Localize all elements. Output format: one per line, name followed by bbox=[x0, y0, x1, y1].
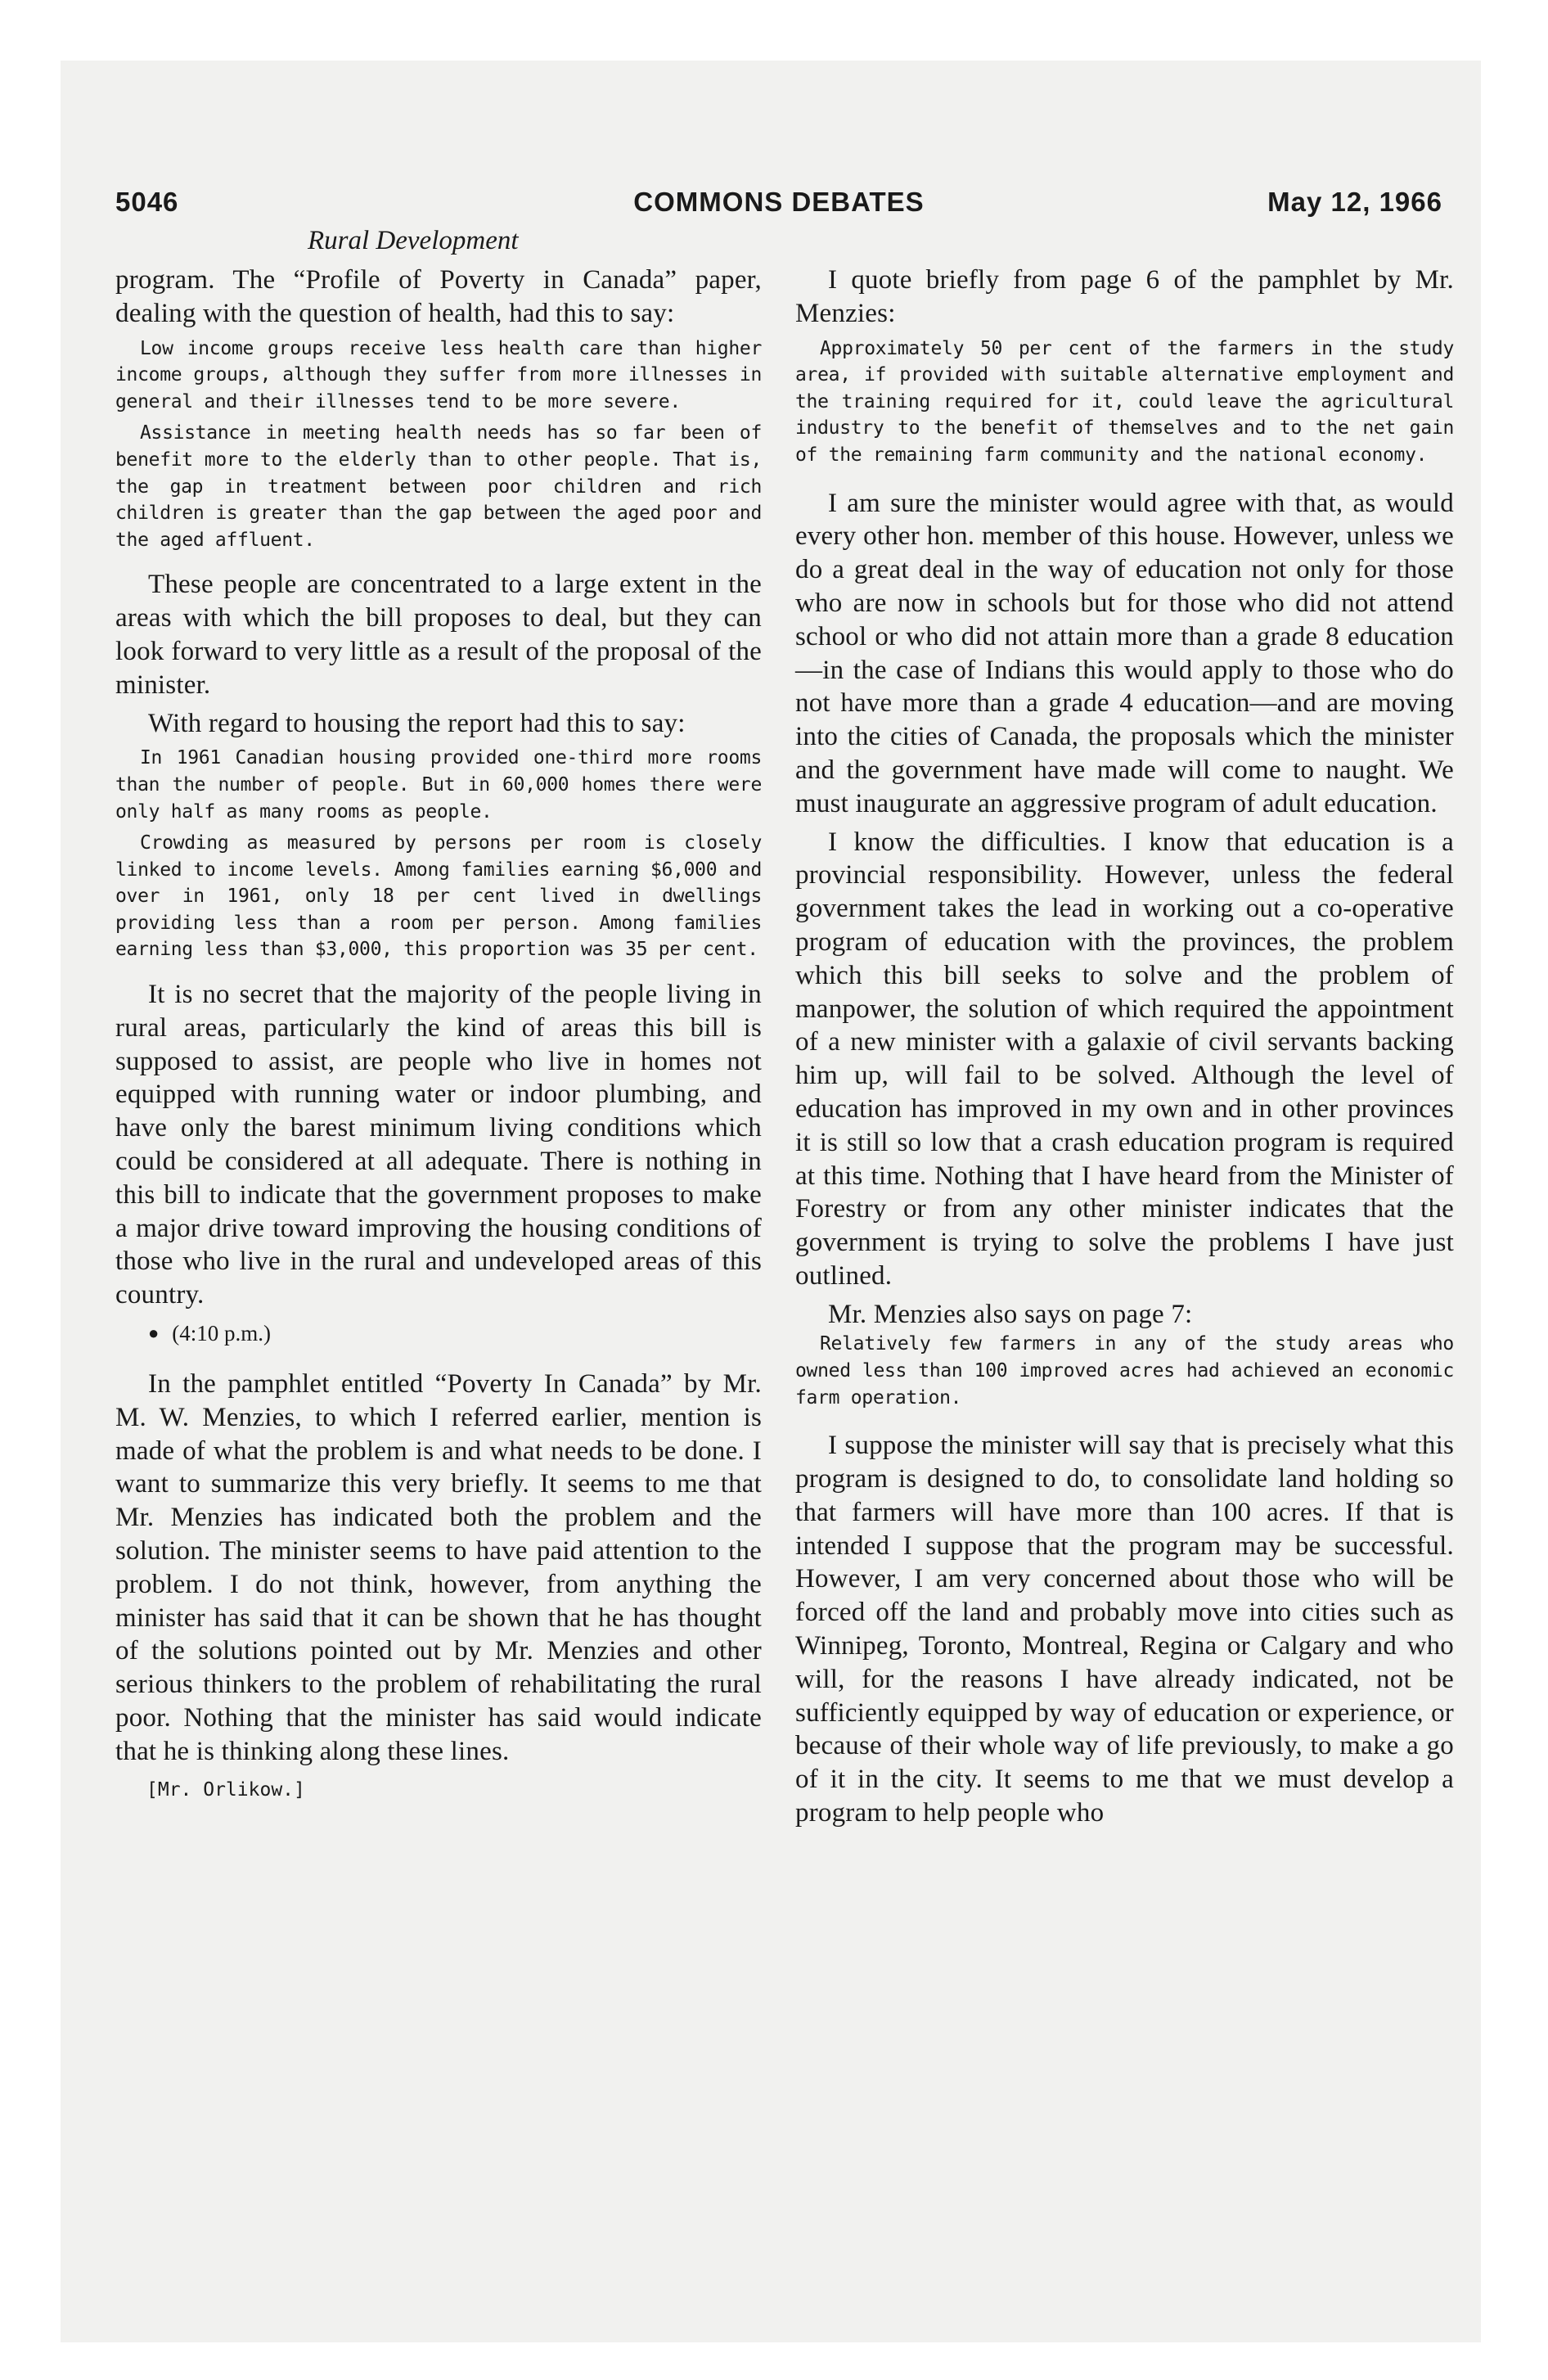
timestamp bbox=[115, 1317, 762, 1350]
publication-title: COMMONS DEBATES bbox=[633, 187, 925, 217]
quotation: In 1961 Canadian housing provided one-third more rooms than the number of people. But in 60,000 homes there were only half as many rooms as people. bbox=[115, 747, 762, 823]
paragraph: These people are concentrated to a large extent in the areas with which the bill proposes to deal, but they can look forward to very little as a result of the proposal of the minister. bbox=[115, 570, 762, 700]
paragraph: In the pamphlet entitled “Poverty In Canada” by Mr. M. W. Menzies, to which I referred earlier, mention is made of what the problem is and what needs to be done. I want to summarize this very briefly. It seems to me that Mr. Menzies has indicated both the problem and the solution. The minister seems to have paid attention to the problem. I do not think, however, from anything the minister has said that it can be shown that he has thought of the solutions pointed out by Mr. Menzies and other serious thinkers to the problem of rehabilitating the rural poor. Nothing that the minister has said would indicate that he is thinking along these lines. bbox=[115, 1369, 762, 1766]
quotation: Low income groups receive less health care than higher income groups, although they suffer from more illnesses in general and their illnesses tend to be more severe. bbox=[115, 337, 762, 412]
quotation: Crowding as measured by persons per room is closely linked to income levels. Among families earning $6,000 and over in 1961, only 18 per cent lived in dwellings providing less than a room per person. Among families earning less than $3,000, this proportion was 35 per cent. bbox=[115, 832, 762, 961]
left-column bbox=[115, 264, 762, 1806]
paragraph: Mr. Menzies also says on page 7: bbox=[828, 1299, 1193, 1329]
right-column bbox=[795, 264, 1454, 1830]
running-header bbox=[115, 187, 1442, 228]
timestamp-text: (4:10 p.m.) bbox=[172, 1321, 272, 1346]
speaker-attribution: [Mr. Orlikow.] bbox=[146, 1778, 305, 1801]
paragraph: I suppose the minister will say that is precisely what this program is designed to do, to consolidate land holding so that farmers will have more than 100 acres. If that is intended I suppose that the program may be successful. However, I am very concerned about those who will be forced off the land and probably move into cities such as Winnipeg, Toronto, Montreal, Regina or Calgary and who will, for the reasons I have already indicated, not be sufficiently equipped by way of education or experience, or because of their whole way of life previously, to make a go of it in the city. It seems to me that we must develop a program to help people who bbox=[795, 1431, 1454, 1828]
paragraph: It is no secret that the majority of the people living in rural areas, particularly the kind of areas this bill is supposed to assist, are people who live in homes not equipped with running water or indoor plumbing, and have only the barest minimum living conditions which could be considered at all adequate. There is nothing in this bill to indicate that the government proposes to make a major drive toward improving the housing conditions of those who live in the rural and undeveloped areas of this country. bbox=[115, 980, 762, 1310]
page-number: 5046 bbox=[115, 187, 179, 217]
quotation: Relatively few farmers in any of the study areas who owned less than 100 improved acres had achieved an economic farm operation. bbox=[795, 1333, 1454, 1409]
paragraph: I quote briefly from page 6 of the pamphlet by Mr. Menzies: bbox=[795, 265, 1454, 328]
paragraph: program. The “Profile of Poverty in Canada” paper, dealing with the question of health, had this to say: bbox=[115, 265, 762, 328]
issue-date: May 12, 1966 bbox=[1267, 187, 1442, 217]
debate-subject: Rural Development bbox=[308, 226, 519, 255]
quotation: Approximately 50 per cent of the farmers in the study area, if provided with suitable alternative employment and the training required for it, could leave the agricultural industry to the benefit of themselves and to the net gain of the remaining farm community and the national economy. bbox=[795, 337, 1454, 466]
quotation: Assistance in meeting health needs has so far been of benefit more to the elderly than to other people. That is, the gap in treatment between poor children and rich children is greater than the gap between the aged poor and the aged affluent. bbox=[115, 422, 762, 551]
bullet-icon: ● bbox=[148, 1323, 160, 1344]
paragraph: I know the difficulties. I know that education is a provincial responsibility. However, unless the federal government takes the lead in working out a co-operative program of education with the provinces, the problem which this bill seeks to solve and the problem of manpower, the solution of which required the appointment of a new minister with a galaxie of civil servants backing him up, will fail to be solved. Although the level of education has improved in my own and in other provinces it is still so low that a crash education program is required at this time. Nothing that I have heard from the Minister of Forestry or from any other minister indicates that the government is trying to solve the problems I have just outlined. bbox=[795, 827, 1454, 1291]
paragraph: I am sure the minister would agree with that, as would every other hon. member of this house. However, unless we do a great deal in the way of education not only for those who are now in schools but for those who did not attend school or who did not attain more than a grade 8 education—in the case of Indians this would apply to those who do not have more than a grade 4 education—and are moving into the cities of Canada, the proposals which the minister and the government have made will come to naught. We must inaugurate an aggressive program of adult education. bbox=[795, 488, 1454, 818]
paragraph: With regard to housing the report had this to say: bbox=[148, 708, 686, 738]
